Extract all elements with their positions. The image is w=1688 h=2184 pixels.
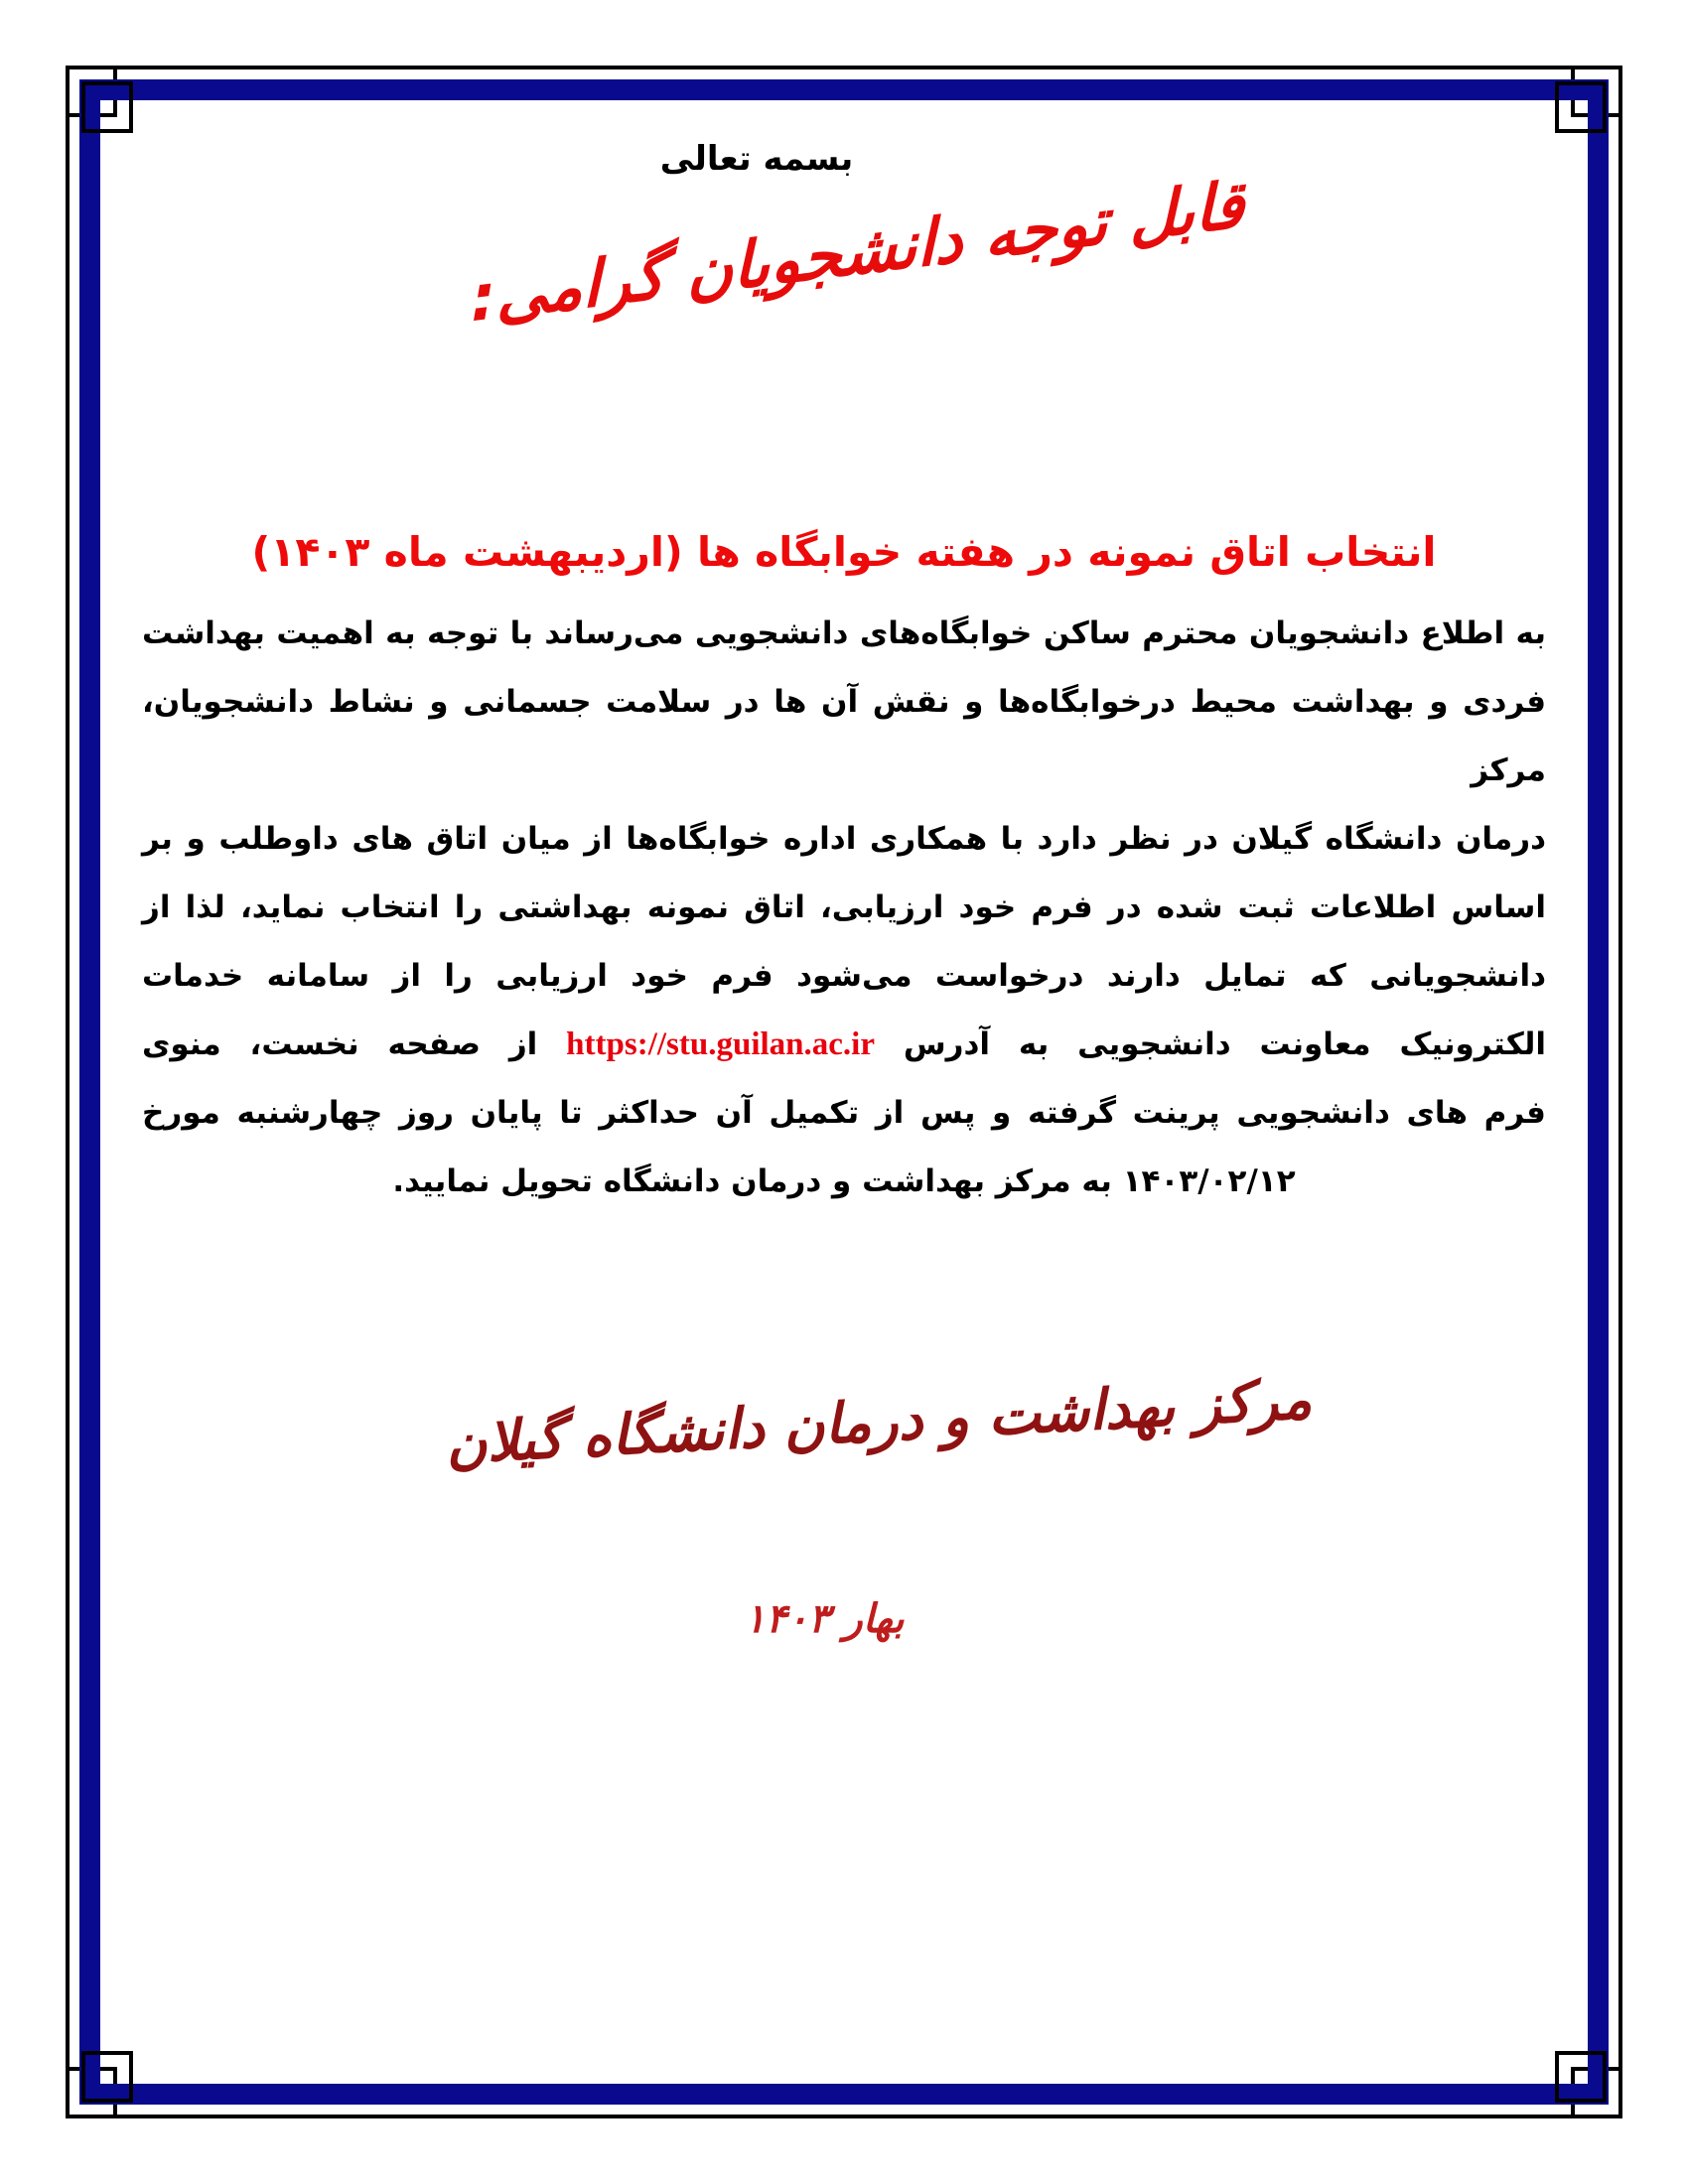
notice-title: انتخاب اتاق نمونه در هفته خوابگاه ها (اردیبهشت ماه ۱۴۰۳) [251, 528, 1437, 576]
paragraph-line: ۱۴۰۳/۰۲/۱۲ به مرکز بهداشت و درمان دانشگاه تحویل نمایید. [392, 1163, 1296, 1199]
bismillah-text: بسمه تعالی [659, 139, 854, 179]
paragraph-line: به اطلاع دانشجویان محترم ساکن خوابگاه‌های دانشجویی می‌رساند با توجه به اهمیت بهداشت [142, 615, 1546, 651]
season-date: بهار ۱۴۰۳ [744, 1596, 905, 1642]
corner-ornament-top-left-inner [81, 81, 133, 133]
corner-ornament-bottom-right-inner [1555, 2051, 1607, 2103]
paragraph-line: فردی و بهداشت محیط درخوابگاه‌ها و نقش آن ها در سلامت جسمانی و نشاط دانشجویان، مرکز [142, 684, 1546, 788]
attention-calligraphy: قابل توجه دانشجویان گرامی: [470, 168, 1245, 338]
paragraph-line: فرم های دانشجویی پرینت گرفته و پس از تکمیل آن حداکثر تا پایان روز چهارشنبه مورخ [142, 1095, 1546, 1131]
notice-body [142, 600, 1546, 1216]
corner-ornament-top-right-inner [1555, 81, 1607, 133]
paragraph-line-with-url [142, 1011, 1546, 1079]
paragraph-line: اساس اطلاعات ثبت شده در فرم خود ارزیابی، اتاق نمونه بهداشتی را انتخاب نماید، لذا از [142, 889, 1546, 925]
signature-calligraphy: مرکز بهداشت و درمان دانشگاه گیلان [444, 1367, 1314, 1477]
paragraph-line-url-suffix: از صفحه نخست، منوی [142, 1026, 538, 1062]
portal-url-link[interactable]: https://stu.guilan.ac.ir [566, 1026, 875, 1062]
paragraph-line: درمان دانشگاه گیلان در نظر دارد با همکاری اداره خوابگاه‌ها از میان اتاق های داوطلب و بر [142, 821, 1546, 857]
paragraph-line: دانشجویانی که تمایل دارند درخواست می‌شود فرم خود ارزیابی را از سامانه خدمات [142, 958, 1546, 994]
corner-ornament-bottom-left-inner [81, 2051, 133, 2103]
paragraph-line-url-prefix: الکترونیک معاونت دانشجویی به آدرس [903, 1026, 1546, 1062]
